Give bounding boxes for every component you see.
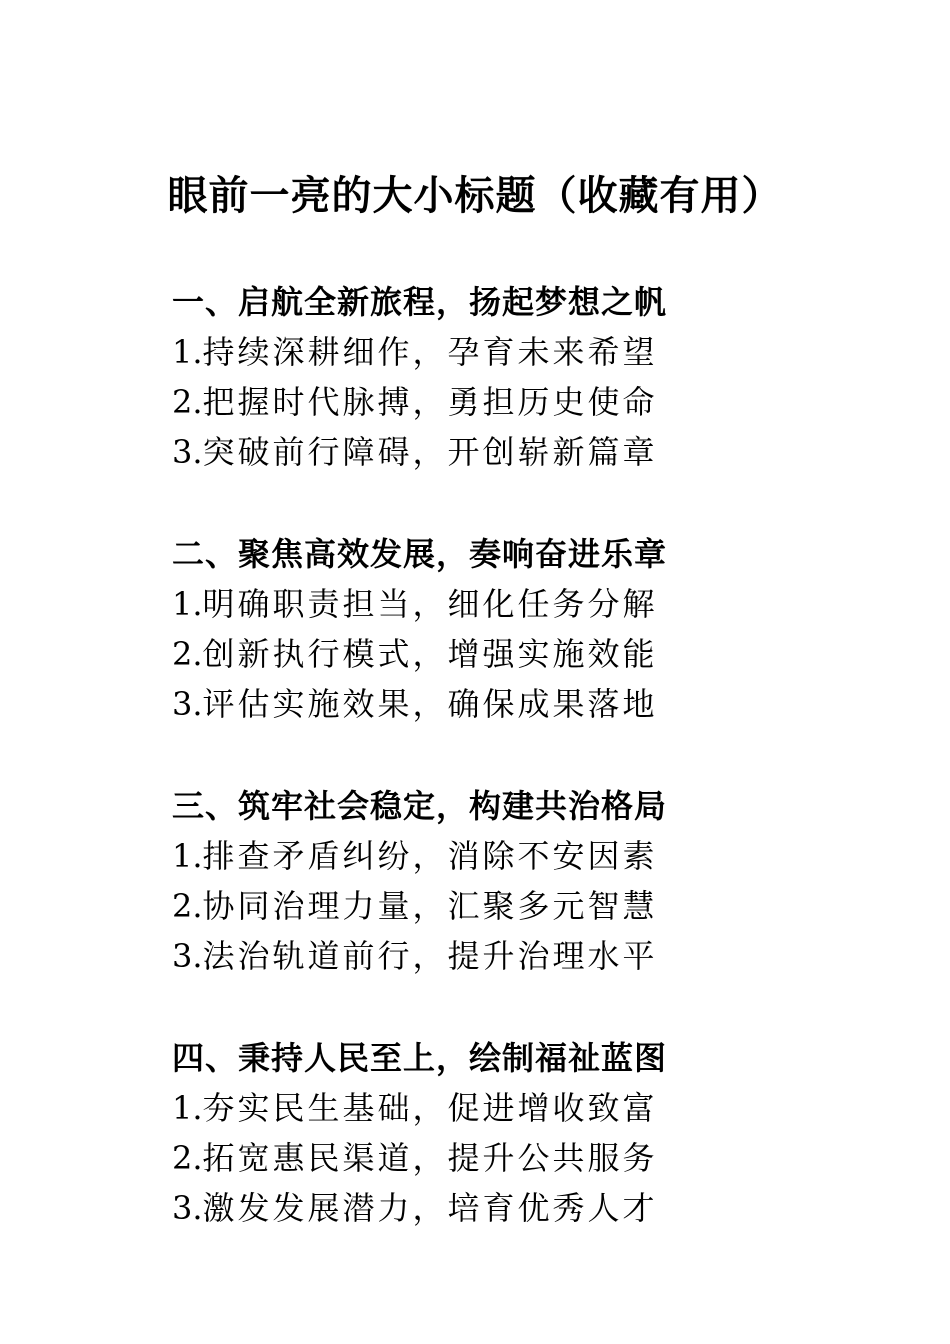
item-number: 2. (172, 383, 203, 421)
item-text: 激发发展潜力，培育优秀人才 (202, 1189, 658, 1227)
section-heading: 三、筑牢社会稳定，构建共治格局 (172, 787, 668, 825)
item-number: 1. (172, 837, 203, 875)
list-item (172, 1134, 872, 1184)
item-text: 协同治理力量，汇聚多元智慧 (202, 887, 658, 925)
item-number: 1. (172, 1089, 203, 1127)
list-item (172, 832, 872, 882)
item-text: 创新执行模式，增强实施效能 (202, 635, 658, 673)
item-number: 2. (172, 1139, 203, 1177)
list-item (172, 428, 872, 478)
item-number: 2. (172, 635, 203, 673)
list-item (172, 1184, 872, 1234)
list-item (172, 378, 872, 428)
item-text: 持续深耕细作，孕育未来希望 (202, 333, 658, 371)
item-text: 法治轨道前行，提升治理水平 (202, 937, 658, 975)
list-item (172, 680, 872, 730)
item-text: 明确职责担当，细化任务分解 (202, 585, 658, 623)
item-number: 3. (172, 1189, 203, 1227)
item-text: 把握时代脉搏，勇担历史使命 (202, 383, 658, 421)
list-item (172, 882, 872, 932)
list-item (172, 1084, 872, 1134)
section-heading: 四、秉持人民至上，绘制福祉蓝图 (172, 1039, 668, 1077)
section-2 (172, 530, 872, 730)
item-text: 拓宽惠民渠道，提升公共服务 (202, 1139, 658, 1177)
list-item (172, 580, 872, 630)
item-text: 突破前行障碍，开创崭新篇章 (202, 433, 658, 471)
item-number: 3. (172, 433, 203, 471)
section-heading: 二、聚焦高效发展，奏响奋进乐章 (172, 535, 668, 573)
section-4 (172, 1034, 872, 1234)
item-number: 2. (172, 887, 203, 925)
document-title: 眼前一亮的大小标题（收藏有用） (167, 172, 783, 219)
section-list (172, 278, 872, 1286)
item-number: 3. (172, 937, 203, 975)
section-1 (172, 278, 872, 478)
list-item (172, 932, 872, 982)
item-text: 排查矛盾纠纷，消除不安因素 (202, 837, 658, 875)
section-heading: 一、启航全新旅程，扬起梦想之帆 (172, 283, 668, 321)
list-item (172, 630, 872, 680)
item-text: 评估实施效果，确保成果落地 (202, 685, 658, 723)
section-3 (172, 782, 872, 982)
item-text: 夯实民生基础，促进增收致富 (202, 1089, 658, 1127)
item-number: 1. (172, 333, 203, 371)
item-number: 3. (172, 685, 203, 723)
item-number: 1. (172, 585, 203, 623)
list-item (172, 328, 872, 378)
